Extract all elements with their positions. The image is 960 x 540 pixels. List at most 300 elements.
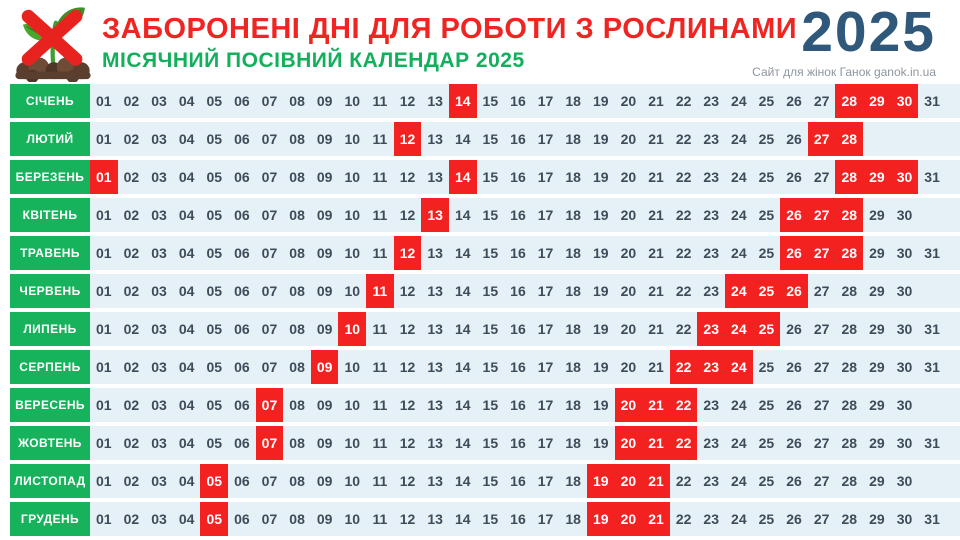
day-cell: 07 [261, 321, 278, 337]
day-cell: 14 [454, 473, 471, 489]
day-cell: 27 [813, 321, 830, 337]
day-cell: 13 [427, 283, 443, 299]
day-cell: 08 [289, 131, 305, 147]
day-cell: 16 [510, 169, 526, 185]
day-cell: 29 [869, 397, 885, 413]
page-subtitle: МІСЯЧНИЙ ПОСІВНИЙ КАЛЕНДАР 2025 [102, 49, 525, 72]
forbidden-day-cell: 01 [90, 160, 118, 194]
month-row [0, 160, 960, 194]
forbidden-day-cell: 25 [753, 274, 781, 308]
day-cell: 06 [234, 397, 250, 413]
day-cell: 20 [620, 93, 637, 109]
day-cell: 11 [372, 321, 388, 337]
day-cell: 29 [869, 283, 885, 299]
day-cell: 12 [399, 321, 416, 337]
empty-cell [918, 464, 946, 498]
month-row [0, 388, 960, 422]
day-cell: 05 [206, 207, 223, 223]
forbidden-day-cell: 29 [863, 84, 891, 118]
day-cell: 31 [924, 359, 940, 375]
day-cell: 08 [289, 207, 305, 223]
day-cell: 13 [427, 359, 443, 375]
day-cell: 11 [372, 435, 388, 451]
day-cell: 24 [731, 397, 747, 413]
forbidden-day-cell: 22 [670, 388, 698, 422]
day-cell: 15 [482, 511, 499, 527]
day-cell: 06 [234, 245, 250, 261]
day-cell: 06 [234, 93, 250, 109]
day-cell: 18 [565, 131, 581, 147]
day-cell: 18 [565, 169, 581, 185]
day-cell: 28 [841, 397, 858, 413]
day-cell: 21 [648, 321, 664, 337]
empty-cell [918, 388, 946, 422]
day-cell: 15 [482, 283, 499, 299]
day-cell: 22 [675, 93, 692, 109]
day-cell: 18 [565, 397, 581, 413]
day-cell: 19 [592, 207, 609, 223]
day-cell: 27 [813, 93, 830, 109]
forbidden-day-cell: 28 [835, 122, 863, 156]
month-row [0, 312, 960, 346]
day-cell: 03 [151, 435, 167, 451]
day-cell: 21 [648, 245, 664, 261]
day-cell: 27 [813, 169, 830, 185]
day-cell: 14 [454, 131, 471, 147]
month-label: ЧЕРВЕНЬ [10, 274, 90, 308]
day-cell: 26 [786, 473, 802, 489]
empty-cell [918, 274, 946, 308]
forbidden-day-cell: 27 [808, 122, 836, 156]
month-row [0, 198, 960, 232]
day-cell: 20 [620, 207, 637, 223]
header [0, 0, 960, 84]
day-cell: 13 [427, 511, 443, 527]
day-cell: 04 [178, 131, 195, 147]
forbidden-day-cell: 22 [670, 426, 698, 460]
day-cell: 25 [758, 169, 775, 185]
day-cell: 24 [731, 473, 747, 489]
day-cell: 14 [454, 397, 471, 413]
page-title: ЗАБОРОНЕНІ ДНІ ДЛЯ РОБОТИ З РОСЛИНАМИ [102, 13, 798, 45]
day-cell: 09 [316, 473, 333, 489]
day-cell: 16 [510, 245, 526, 261]
month-row [0, 122, 960, 156]
day-cell: 04 [178, 397, 195, 413]
day-cell: 25 [758, 397, 775, 413]
day-cell: 22 [675, 245, 692, 261]
day-cell: 18 [565, 435, 581, 451]
day-cell: 11 [372, 169, 388, 185]
forbidden-day-cell: 27 [808, 198, 836, 232]
month-label: ЖОВТЕНЬ [10, 426, 90, 460]
day-cell: 12 [399, 511, 416, 527]
day-cell: 22 [675, 321, 692, 337]
day-cell: 28 [841, 321, 858, 337]
month-row [0, 464, 960, 498]
day-cell: 15 [482, 473, 499, 489]
day-cell: 31 [924, 321, 940, 337]
forbidden-day-cell: 26 [780, 236, 808, 270]
day-cell: 28 [841, 359, 858, 375]
day-cell: 08 [289, 473, 305, 489]
day-cell: 11 [372, 511, 388, 527]
day-cell: 16 [510, 511, 526, 527]
day-cell: 02 [123, 283, 140, 299]
day-cell: 22 [675, 473, 692, 489]
day-cell: 26 [786, 435, 802, 451]
day-cell: 01 [96, 321, 112, 337]
day-cell: 25 [758, 435, 775, 451]
month-label: ГРУДЕНЬ [10, 502, 90, 536]
day-cell: 19 [592, 397, 609, 413]
day-cell: 13 [427, 435, 443, 451]
day-cell: 12 [399, 435, 416, 451]
day-cell: 15 [482, 321, 499, 337]
day-cell: 31 [924, 511, 940, 527]
day-cell: 24 [731, 131, 747, 147]
day-cell: 23 [703, 169, 719, 185]
day-cell: 26 [786, 93, 802, 109]
day-cell: 07 [261, 131, 278, 147]
forbidden-day-cell: 22 [670, 350, 698, 384]
day-cell: 12 [399, 93, 416, 109]
year-block [752, 0, 936, 79]
day-cell: 25 [758, 511, 775, 527]
day-cell: 16 [510, 359, 526, 375]
day-cell: 18 [565, 511, 581, 527]
forbidden-day-cell: 26 [780, 274, 808, 308]
day-cell: 22 [675, 283, 692, 299]
month-row [0, 350, 960, 384]
day-cell: 13 [427, 321, 443, 337]
day-cell: 18 [565, 245, 581, 261]
forbidden-day-cell: 12 [394, 236, 422, 270]
day-cell: 19 [592, 93, 609, 109]
month-label: ЛИПЕНЬ [10, 312, 90, 346]
day-cell: 27 [813, 473, 830, 489]
day-cell: 20 [620, 169, 637, 185]
crossed-out-seedling-icon [6, 2, 100, 82]
day-cell: 07 [261, 511, 278, 527]
day-cell: 15 [482, 245, 499, 261]
day-cell: 14 [454, 207, 471, 223]
month-row [0, 274, 960, 308]
day-cell: 02 [123, 131, 140, 147]
day-cell: 27 [813, 283, 830, 299]
day-cell: 11 [372, 245, 388, 261]
day-cell: 13 [427, 169, 443, 185]
day-cell: 02 [123, 207, 140, 223]
forbidden-day-cell: 23 [697, 350, 725, 384]
forbidden-day-cell: 21 [642, 426, 670, 460]
day-cell: 21 [648, 93, 664, 109]
forbidden-day-cell: 05 [200, 502, 228, 536]
day-cell: 06 [234, 321, 250, 337]
forbidden-day-cell: 24 [725, 312, 753, 346]
day-cell: 17 [537, 245, 554, 261]
day-cell: 13 [427, 473, 443, 489]
month-days [90, 502, 960, 536]
day-cell: 03 [151, 321, 167, 337]
day-cell: 12 [399, 207, 416, 223]
forbidden-day-cell: 19 [587, 502, 615, 536]
forbidden-day-cell: 05 [200, 464, 228, 498]
month-row [0, 84, 960, 118]
day-cell: 11 [372, 207, 388, 223]
day-cell: 24 [731, 245, 747, 261]
day-cell: 01 [96, 435, 112, 451]
day-cell: 23 [703, 435, 719, 451]
day-cell: 20 [620, 245, 637, 261]
month-days [90, 388, 960, 422]
day-cell: 08 [289, 93, 305, 109]
day-cell: 21 [648, 359, 664, 375]
day-cell: 01 [96, 397, 112, 413]
day-cell: 04 [178, 511, 195, 527]
title-block [102, 12, 798, 74]
month-days [90, 198, 960, 232]
day-cell: 05 [206, 245, 223, 261]
day-cell: 10 [344, 93, 361, 109]
day-cell: 26 [786, 397, 802, 413]
year-label: 2025 [801, 0, 936, 64]
day-cell: 10 [344, 435, 361, 451]
site-credit: Сайт для жінок Ганок ganok.in.ua [752, 65, 936, 79]
day-cell: 03 [151, 473, 167, 489]
day-cell: 07 [261, 93, 278, 109]
day-cell: 01 [96, 359, 112, 375]
day-cell: 02 [123, 435, 140, 451]
day-cell: 24 [731, 511, 747, 527]
forbidden-day-cell: 29 [863, 160, 891, 194]
day-cell: 02 [123, 169, 140, 185]
day-cell: 04 [178, 359, 195, 375]
day-cell: 19 [592, 131, 609, 147]
day-cell: 06 [234, 511, 250, 527]
forbidden-day-cell: 21 [642, 502, 670, 536]
day-cell: 06 [234, 207, 250, 223]
day-cell: 23 [703, 93, 719, 109]
day-cell: 29 [869, 473, 885, 489]
forbidden-day-cell: 20 [615, 502, 643, 536]
day-cell: 10 [344, 397, 361, 413]
day-cell: 05 [206, 169, 223, 185]
day-cell: 22 [675, 131, 692, 147]
day-cell: 10 [344, 283, 361, 299]
day-cell: 25 [758, 473, 775, 489]
day-cell: 09 [316, 131, 333, 147]
day-cell: 08 [289, 321, 305, 337]
day-cell: 17 [537, 511, 554, 527]
day-cell: 21 [648, 131, 664, 147]
forbidden-day-cell: 24 [725, 350, 753, 384]
day-cell: 09 [316, 93, 333, 109]
day-cell: 17 [537, 207, 554, 223]
day-cell: 17 [537, 397, 554, 413]
month-label: ЛИСТОПАД [10, 464, 90, 498]
day-cell: 18 [565, 207, 581, 223]
day-cell: 25 [758, 93, 775, 109]
day-cell: 26 [786, 321, 802, 337]
day-cell: 09 [316, 207, 333, 223]
day-cell: 21 [648, 283, 664, 299]
forbidden-day-cell: 23 [697, 312, 725, 346]
day-cell: 28 [841, 283, 858, 299]
day-cell: 02 [123, 359, 140, 375]
month-label: ТРАВЕНЬ [10, 236, 90, 270]
day-cell: 06 [234, 283, 250, 299]
day-cell: 27 [813, 511, 830, 527]
day-cell: 04 [178, 93, 195, 109]
day-cell: 08 [289, 283, 305, 299]
day-cell: 15 [482, 359, 499, 375]
day-cell: 16 [510, 397, 526, 413]
forbidden-day-cell: 26 [780, 198, 808, 232]
day-cell: 22 [675, 169, 692, 185]
month-row [0, 426, 960, 460]
day-cell: 27 [813, 359, 830, 375]
day-cell: 07 [261, 283, 278, 299]
month-label: ЛЮТИЙ [10, 122, 90, 156]
day-cell: 14 [454, 245, 471, 261]
day-cell: 16 [510, 207, 526, 223]
day-cell: 07 [261, 169, 278, 185]
day-cell: 16 [510, 283, 526, 299]
day-cell: 24 [731, 93, 747, 109]
day-cell: 30 [896, 473, 913, 489]
day-cell: 19 [592, 359, 609, 375]
day-cell: 29 [869, 207, 885, 223]
forbidden-day-cell: 21 [642, 464, 670, 498]
day-cell: 14 [454, 511, 471, 527]
day-cell: 30 [896, 511, 913, 527]
month-days [90, 84, 960, 118]
day-cell: 03 [151, 397, 167, 413]
day-cell: 09 [316, 245, 333, 261]
day-cell: 14 [454, 321, 471, 337]
month-label: БЕРЕЗЕНЬ [10, 160, 90, 194]
day-cell: 12 [399, 359, 416, 375]
day-cell: 03 [151, 131, 167, 147]
day-cell: 23 [703, 473, 719, 489]
day-cell: 29 [869, 245, 885, 261]
day-cell: 24 [731, 169, 747, 185]
day-cell: 25 [758, 245, 775, 261]
day-cell: 07 [261, 245, 278, 261]
day-cell: 16 [510, 131, 526, 147]
day-cell: 18 [565, 359, 581, 375]
day-cell: 30 [896, 397, 913, 413]
day-cell: 23 [703, 207, 719, 223]
day-cell: 04 [178, 207, 195, 223]
day-cell: 14 [454, 283, 471, 299]
forbidden-day-cell: 12 [394, 122, 422, 156]
forbidden-day-cell: 20 [615, 426, 643, 460]
day-cell: 10 [344, 131, 361, 147]
day-cell: 17 [537, 359, 554, 375]
day-cell: 12 [399, 473, 416, 489]
day-cell: 19 [592, 435, 609, 451]
day-cell: 25 [758, 207, 775, 223]
day-cell: 02 [123, 397, 140, 413]
day-cell: 10 [344, 245, 361, 261]
month-label: КВІТЕНЬ [10, 198, 90, 232]
day-cell: 03 [151, 169, 167, 185]
month-label: СЕРПЕНЬ [10, 350, 90, 384]
forbidden-day-cell: 30 [891, 160, 919, 194]
day-cell: 01 [96, 245, 112, 261]
day-cell: 05 [206, 321, 223, 337]
day-cell: 03 [151, 93, 167, 109]
forbidden-day-cell: 19 [587, 464, 615, 498]
day-cell: 07 [261, 359, 278, 375]
forbidden-day-cell: 13 [421, 198, 449, 232]
day-cell: 19 [592, 245, 609, 261]
month-label: ВЕРЕСЕНЬ [10, 388, 90, 422]
day-cell: 13 [427, 397, 443, 413]
day-cell: 15 [482, 397, 499, 413]
forbidden-day-cell: 11 [366, 274, 394, 308]
day-cell: 01 [96, 93, 112, 109]
day-cell: 14 [454, 435, 471, 451]
day-cell: 01 [96, 473, 112, 489]
day-cell: 04 [178, 321, 195, 337]
forbidden-day-cell: 28 [835, 236, 863, 270]
empty-cell [891, 122, 919, 156]
month-days [90, 122, 960, 156]
day-cell: 22 [675, 207, 692, 223]
day-cell: 12 [399, 397, 416, 413]
day-cell: 26 [786, 131, 802, 147]
day-cell: 03 [151, 511, 167, 527]
day-cell: 26 [786, 511, 802, 527]
day-cell: 05 [206, 359, 223, 375]
day-cell: 23 [703, 131, 719, 147]
day-cell: 20 [620, 359, 637, 375]
day-cell: 08 [289, 359, 305, 375]
day-cell: 26 [786, 169, 802, 185]
day-cell: 02 [123, 245, 140, 261]
day-cell: 08 [289, 169, 305, 185]
day-cell: 17 [537, 131, 554, 147]
day-cell: 02 [123, 473, 140, 489]
day-cell: 09 [316, 435, 333, 451]
month-days [90, 160, 960, 194]
day-cell: 15 [482, 207, 499, 223]
day-cell: 02 [123, 511, 140, 527]
day-cell: 09 [316, 321, 333, 337]
day-cell: 16 [510, 435, 526, 451]
day-cell: 11 [372, 473, 388, 489]
day-cell: 30 [896, 435, 913, 451]
month-row [0, 236, 960, 270]
forbidden-day-cell: 20 [615, 464, 643, 498]
empty-cell [918, 122, 946, 156]
day-cell: 27 [813, 435, 830, 451]
calendar-rows [0, 84, 960, 540]
month-days [90, 236, 960, 270]
day-cell: 20 [620, 131, 637, 147]
day-cell: 18 [565, 473, 581, 489]
day-cell: 11 [372, 93, 388, 109]
forbidden-day-cell: 10 [338, 312, 366, 346]
day-cell: 09 [316, 511, 333, 527]
day-cell: 17 [537, 93, 554, 109]
day-cell: 17 [537, 283, 554, 299]
day-cell: 12 [399, 169, 416, 185]
day-cell: 04 [178, 435, 195, 451]
